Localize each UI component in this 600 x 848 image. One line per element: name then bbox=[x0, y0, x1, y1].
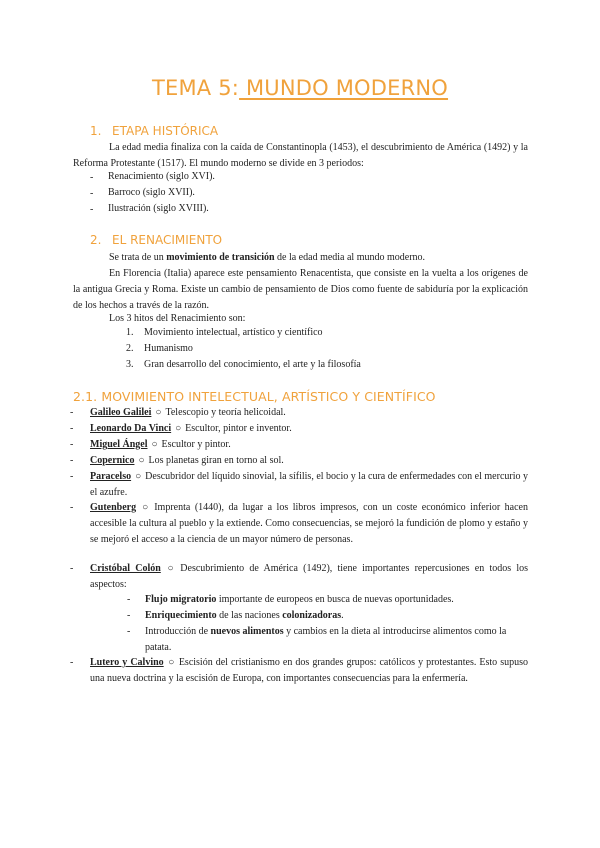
numbered-item: 2. Humanismo bbox=[126, 343, 193, 354]
section-heading-etapa-historica: 1. ETAPA HISTÓRICA bbox=[90, 124, 219, 138]
paragraph-etapa: La edad media finaliza con la caída de Constantinopla (1453), el descubrimiento de América (1492) y la Reforma Protestante (1517). El mundo moderno se divide en 3 periodos: bbox=[73, 142, 528, 169]
person-item-davinci: - Leonardo Da Vinci ○ Escultor, pintor e inventor. bbox=[70, 423, 292, 434]
subsection-heading: 2.1. MOVIMIENTO INTELECTUAL, ARTÍSTICO Y CIENTÍFICO bbox=[73, 389, 436, 404]
list-item: Barroco (siglo XVII). bbox=[108, 187, 195, 198]
page-title: TEMA 5: MUNDO MODERNO bbox=[151, 76, 449, 100]
person-item-paracelso: - Paracelso ○ Descubridor del líquido sinovial, la sífilis, el bocio y la cura de enfermedades con el mercurio y el azufre. bbox=[70, 471, 529, 498]
sub-item-alimentos: - Introducción de nuevos alimentos y cambios en la dieta al introducirse alimentos como la patata. bbox=[127, 626, 507, 653]
person-item-galileo: - Galileo Galilei ○ Telescopio y teoría helicoidal. bbox=[70, 407, 286, 418]
list-dash: - bbox=[90, 188, 94, 199]
sub-item-enriquecimiento: - Enriquecimiento de las naciones colonizadoras. bbox=[127, 610, 344, 621]
list-dash: - bbox=[90, 172, 94, 183]
person-item-copernico: - Copernico ○ Los planetas giran en torno al sol. bbox=[70, 455, 284, 466]
paragraph-florencia: En Florencia (Italia) aparece este pensamiento Renacentista, que consiste en la vuelta a los orígenes de la antigua Grecia y Roma. Existe un cambio de pensamiento de Dios como fuente de sabiduría por la explicación de los hechos a través de la razón. bbox=[73, 268, 528, 311]
person-item-miguel-angel: - Miguel Ángel ○ Escultor y pintor. bbox=[70, 439, 231, 450]
person-item-lutero-calvino: - Lutero y Calvino ○ Escisión del cristianismo en dos grandes grupos: católicos y protestantes. Esto supuso una nueva doctrina y la escisión de Europa, con importantes consecuencias para la enfermería. bbox=[70, 657, 529, 684]
paragraph-transicion: Se trata de un movimiento de transición de la edad media al mundo moderno. bbox=[109, 252, 426, 263]
numbered-item: 3. Gran desarrollo del conocimiento, el arte y la filosofía bbox=[126, 359, 361, 370]
person-item-gutenberg: - Gutenberg ○ Imprenta (1440), da lugar a los libros impresos, con un coste económico inferior hacen accesible la cultura al pueblo y la extiende. Como consecuencias, se mejoró la fundición de plomo y estaño y se mejoró el acceso a la ciencia de un mayor número de personas. bbox=[70, 502, 528, 545]
person-item-colon: - Cristóbal Colón ○ Descubrimiento de América (1492), tiene importantes repercusiones en todos los aspectos: bbox=[70, 563, 529, 590]
sub-item-flujo: - Flujo migratorio importante de europeos en busca de nuevas oportunidades. bbox=[127, 594, 454, 605]
numbered-item: 1. Movimiento intelectual, artístico y científico bbox=[126, 327, 323, 338]
list-item: Ilustración (siglo XVIII). bbox=[108, 203, 209, 214]
list-dash: - bbox=[90, 204, 94, 215]
section-heading-renacimiento: 2. EL RENACIMIENTO bbox=[90, 233, 223, 247]
paragraph-hitos-intro: Los 3 hitos del Renacimiento son: bbox=[109, 313, 246, 324]
list-item: Renacimiento (siglo XVI). bbox=[108, 171, 215, 182]
